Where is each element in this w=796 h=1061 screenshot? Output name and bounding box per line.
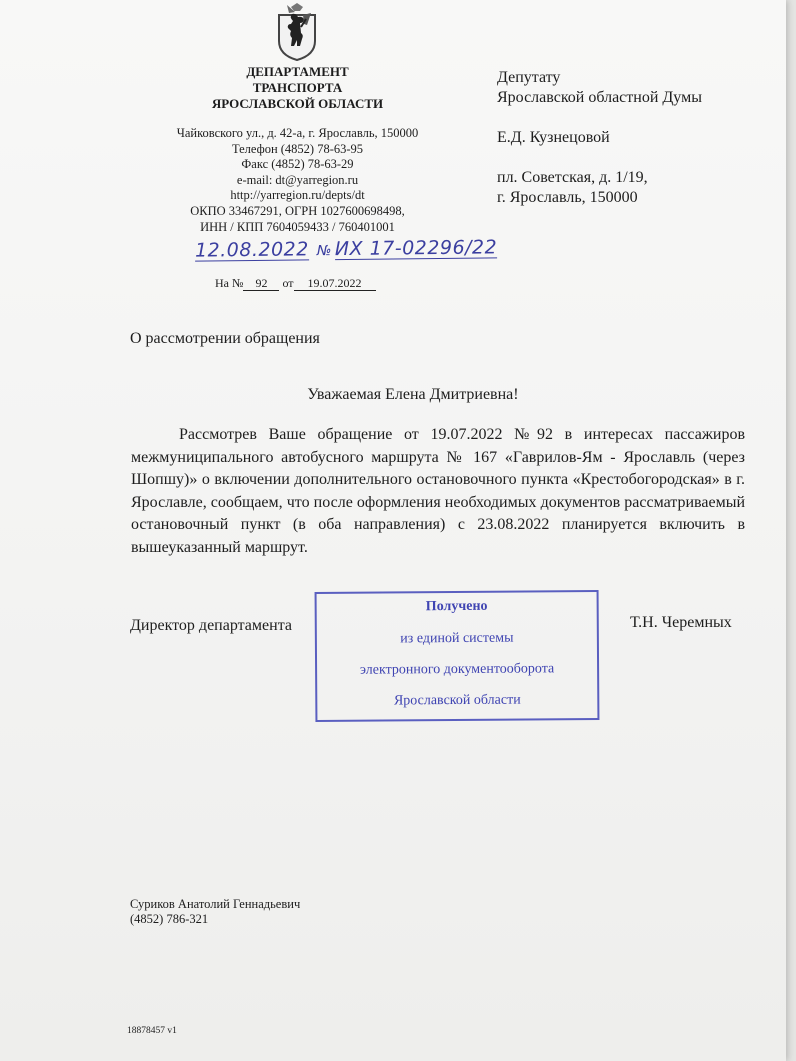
dept-address: Чайковского ул., д. 42-а, г. Ярославль, 150000 (176, 126, 419, 140)
ot-label: от (282, 276, 294, 290)
stamp-line-4: Ярославской области (393, 692, 521, 709)
stamp-line-2: из единой системы (400, 630, 514, 647)
signatory-name: Т.Н. Черемных (630, 614, 732, 631)
executor-block (130, 897, 300, 927)
na-label: На № (215, 276, 244, 290)
dept-fax: Факс (4852) 78-63-29 (241, 157, 354, 172)
department-name (150, 64, 445, 112)
document-id: 18878457 v1 (127, 1026, 177, 1036)
addressee-name: Е.Д. Кузнецовой (497, 129, 610, 146)
dept-okpo: ОКПО 33467291, ОГРН 1027600698498, (190, 203, 405, 218)
addressee-address-2: г. Ярославль, 150000 (497, 189, 638, 206)
dept-phone: Телефон (4852) 78-63-95 (231, 141, 364, 156)
letter-body: Рассмотрев Ваше обращение от 19.07.2022 №92 в интересах пассажиров межмуниципального автобусного маршрута № 167 «Гаврилов-Ям - Ярославль (через Шопшу)» о включении дополнительного остановочного пункта «Крестобогородская» в г. Ярославле, сообщаем, что после оформления необходимых документов рассматриваемый остановочный пункт (в оба направления) с 23.08.2022 планируется включить в вышеуказанный маршрут. (131, 426, 745, 556)
addressee-block (497, 68, 702, 208)
yaroslavl-coat-of-arms-icon (273, 3, 321, 61)
received-stamp (315, 590, 600, 722)
department-contacts (150, 126, 445, 235)
na-number: 92 (243, 277, 279, 291)
dept-line-3: ЯРОСЛАВСКОЙ ОБЛАСТИ (211, 96, 384, 111)
ot-date: 19.07.2022 (294, 277, 376, 291)
dept-website: http://yarregion.ru/depts/dt (230, 188, 365, 203)
stamp-line-1: Получено (425, 598, 488, 615)
stamp-line-3: электронного документооборота (359, 661, 555, 678)
executor-phone: (4852) 786-321 (130, 912, 209, 926)
dept-inn: ИНН / КПП 7604059433 / 760401001 (200, 219, 395, 234)
addressee-line-1: Депутату (497, 69, 561, 86)
dept-email: e-mail: dt@yarregion.ru (236, 172, 359, 187)
handwritten-registration (195, 236, 497, 261)
letter-subject: О рассмотрении обращения (130, 330, 320, 347)
registration-number: ИХ 17-02296/22 (334, 236, 498, 261)
dept-line-2: ТРАНСПОРТА (252, 80, 343, 95)
letter-greeting: Уважаемая Елена Дмитриевна! (307, 386, 519, 403)
registration-date: 12.08.2022 (194, 238, 309, 262)
registration-number-sign: № (316, 243, 332, 260)
addressee-address-1: пл. Советская, д. 1/19, (497, 169, 648, 186)
executor-name: Суриков Анатолий Геннадьевич (130, 897, 301, 911)
dept-line-1: ДЕПАРТАМЕНТ (246, 64, 349, 79)
signatory-position: Директор департамента (130, 617, 292, 634)
reference-line (215, 276, 376, 291)
addressee-line-2: Ярославской областной Думы (497, 89, 702, 106)
